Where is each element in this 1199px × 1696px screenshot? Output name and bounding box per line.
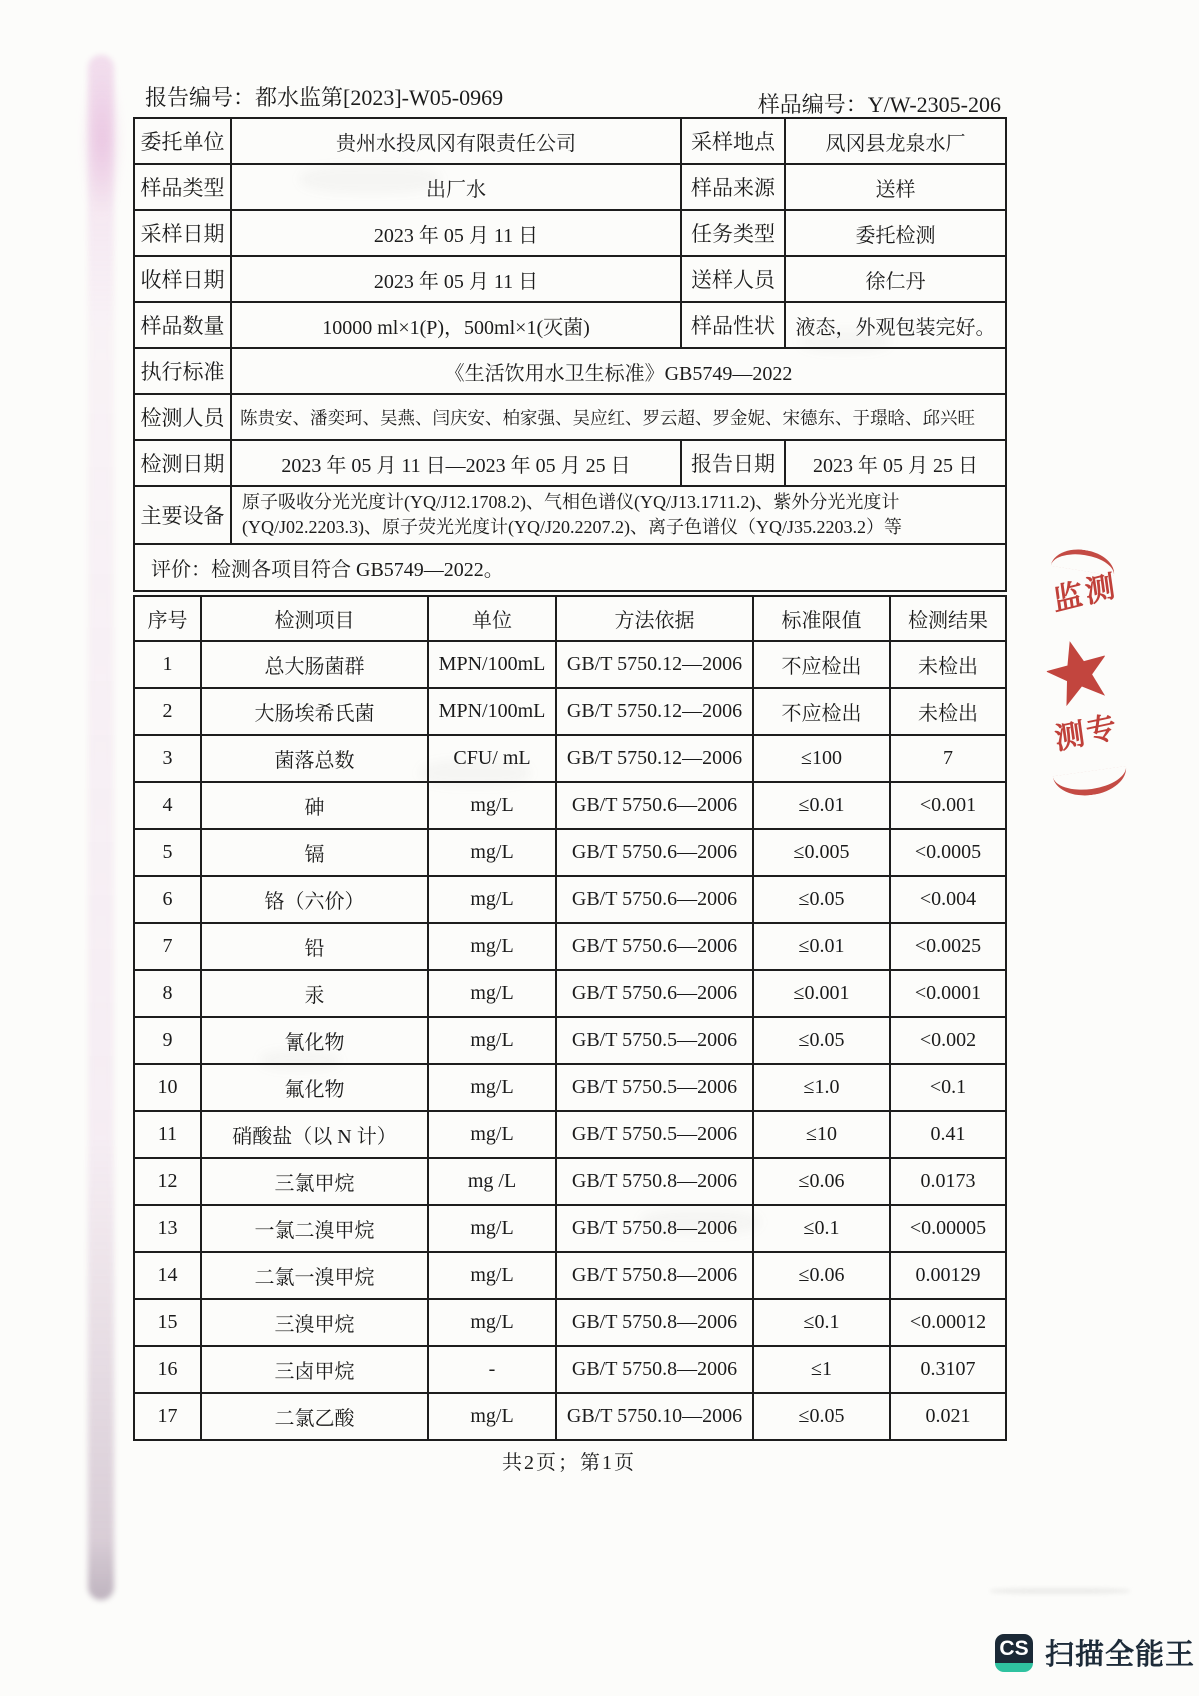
result-cell: GB/T 5750.8—2006 — [556, 1299, 753, 1346]
result-cell: 17 — [134, 1393, 201, 1440]
result-cell: 0.021 — [890, 1393, 1006, 1440]
result-cell: GB/T 5750.8—2006 — [556, 1158, 753, 1205]
col-header-item: 检测项目 — [201, 596, 428, 641]
info-label: 报告日期 — [681, 440, 785, 486]
result-cell: 5 — [134, 829, 201, 876]
info-label: 采样地点 — [681, 118, 785, 164]
info-value: 凤冈县龙泉水厂 — [785, 118, 1006, 164]
result-row — [134, 1205, 1006, 1252]
info-row — [134, 256, 1006, 302]
info-label: 收样日期 — [134, 256, 231, 302]
result-cell: mg /L — [428, 1158, 556, 1205]
info-value: 2023 年 05 月 11 日—2023 年 05 月 25 日 — [231, 440, 681, 486]
result-cell: GB/T 5750.5—2006 — [556, 1064, 753, 1111]
sample-info-table — [133, 117, 1007, 592]
info-value: 2023 年 05 月 11 日 — [231, 256, 681, 302]
info-label: 任务类型 — [681, 210, 785, 256]
info-value: 2023 年 05 月 25 日 — [785, 440, 1006, 486]
result-cell: 不应检出 — [753, 641, 890, 688]
result-cell: 10 — [134, 1064, 201, 1111]
result-cell: mg/L — [428, 1393, 556, 1440]
result-row — [134, 1158, 1006, 1205]
result-cell: ≤0.05 — [753, 1393, 890, 1440]
evaluation-row — [134, 544, 1006, 591]
scan-smudge — [990, 1588, 1130, 1594]
result-cell: 7 — [134, 923, 201, 970]
result-cell: ≤0.01 — [753, 923, 890, 970]
result-cell: mg/L — [428, 923, 556, 970]
result-cell: <0.00012 — [890, 1299, 1006, 1346]
result-cell: 0.00129 — [890, 1252, 1006, 1299]
result-cell: <0.0025 — [890, 923, 1006, 970]
result-row — [134, 1393, 1006, 1440]
result-cell: 砷 — [201, 782, 428, 829]
info-row — [134, 164, 1006, 210]
col-header-index: 序号 — [134, 596, 201, 641]
info-label: 执行标准 — [134, 348, 231, 394]
scan-streak-artifact — [88, 55, 114, 1600]
result-row — [134, 1017, 1006, 1064]
result-cell: 硝酸盐（以 N 计） — [201, 1111, 428, 1158]
result-cell: 2 — [134, 688, 201, 735]
result-cell: 三卤甲烷 — [201, 1346, 428, 1393]
result-cell: ≤0.001 — [753, 970, 890, 1017]
result-cell: GB/T 5750.8—2006 — [556, 1205, 753, 1252]
result-cell: 铬（六价） — [201, 876, 428, 923]
result-cell: 一氯二溴甲烷 — [201, 1205, 428, 1252]
result-cell: 氰化物 — [201, 1017, 428, 1064]
col-header-unit: 单位 — [428, 596, 556, 641]
result-cell: mg/L — [428, 1064, 556, 1111]
info-row — [134, 348, 1006, 394]
result-cell: mg/L — [428, 1017, 556, 1064]
result-row — [134, 641, 1006, 688]
result-cell: 三溴甲烷 — [201, 1299, 428, 1346]
seal-star-icon — [1040, 629, 1117, 714]
result-cell: GB/T 5750.6—2006 — [556, 782, 753, 829]
result-cell: <0.002 — [890, 1017, 1006, 1064]
result-cell: ≤1.0 — [753, 1064, 890, 1111]
result-cell: GB/T 5750.6—2006 — [556, 876, 753, 923]
result-cell: GB/T 5750.12—2006 — [556, 735, 753, 782]
info-label: 委托单位 — [134, 118, 231, 164]
camscanner-icon — [995, 1634, 1033, 1672]
result-cell: ≤10 — [753, 1111, 890, 1158]
result-cell: 8 — [134, 970, 201, 1017]
result-cell: 16 — [134, 1346, 201, 1393]
info-value: 出厂水 — [231, 164, 681, 210]
result-row — [134, 1064, 1006, 1111]
info-row — [134, 486, 1006, 544]
document-header — [133, 78, 1005, 117]
red-seal-stamp — [1040, 546, 1170, 816]
result-row — [134, 1299, 1006, 1346]
result-cell: GB/T 5750.12—2006 — [556, 641, 753, 688]
result-cell: - — [428, 1346, 556, 1393]
camscanner-badge — [995, 1632, 1195, 1673]
result-cell: 12 — [134, 1158, 201, 1205]
results-table — [133, 595, 1007, 1441]
result-cell: 未检出 — [890, 688, 1006, 735]
result-cell: ≤0.005 — [753, 829, 890, 876]
info-label: 样品性状 — [681, 302, 785, 348]
result-cell: mg/L — [428, 829, 556, 876]
result-row — [134, 782, 1006, 829]
col-header-result: 检测结果 — [890, 596, 1006, 641]
result-cell: 1 — [134, 641, 201, 688]
result-row — [134, 1346, 1006, 1393]
result-cell: mg/L — [428, 876, 556, 923]
info-label: 检测日期 — [134, 440, 231, 486]
seal-arc-bottom — [1053, 766, 1130, 800]
result-cell: mg/L — [428, 782, 556, 829]
info-value: 贵州水投凤冈有限责任公司 — [231, 118, 681, 164]
col-header-method: 方法依据 — [556, 596, 753, 641]
info-label: 采样日期 — [134, 210, 231, 256]
result-cell: mg/L — [428, 1111, 556, 1158]
result-cell: ≤0.06 — [753, 1252, 890, 1299]
result-cell: GB/T 5750.5—2006 — [556, 1111, 753, 1158]
info-value: 10000 ml×1(P)，500ml×1(灭菌) — [231, 302, 681, 348]
result-cell: GB/T 5750.5—2006 — [556, 1017, 753, 1064]
result-cell: 0.41 — [890, 1111, 1006, 1158]
result-cell: 11 — [134, 1111, 201, 1158]
result-row — [134, 735, 1006, 782]
result-cell: 3 — [134, 735, 201, 782]
result-cell: 三氯甲烷 — [201, 1158, 428, 1205]
result-cell: 未检出 — [890, 641, 1006, 688]
result-cell: GB/T 5750.10—2006 — [556, 1393, 753, 1440]
result-cell: 0.3107 — [890, 1346, 1006, 1393]
result-cell: 13 — [134, 1205, 201, 1252]
report-number: 报告编号：都水监第[2023]-W05-0969 — [145, 85, 504, 110]
result-cell: CFU/ mL — [428, 735, 556, 782]
result-cell: 15 — [134, 1299, 201, 1346]
info-value: 2023 年 05 月 11 日 — [231, 210, 681, 256]
result-cell: mg/L — [428, 1205, 556, 1252]
info-row — [134, 210, 1006, 256]
result-row — [134, 876, 1006, 923]
result-cell: GB/T 5750.8—2006 — [556, 1346, 753, 1393]
result-cell: 汞 — [201, 970, 428, 1017]
equipment-line-1: 原子吸收分光光度计(YQ/J12.1708.2)、气相色谱仪(YQ/J13.1711.2)、紫外分光光度计 — [242, 492, 900, 512]
info-value: 《生活饮用水卫生标准》GB5749—2022 — [231, 348, 1006, 394]
info-value: 送样 — [785, 164, 1006, 210]
result-row — [134, 923, 1006, 970]
result-cell: ≤0.05 — [753, 876, 890, 923]
result-row — [134, 1111, 1006, 1158]
seal-text-top: 监测 — [1051, 569, 1120, 618]
info-label: 检测人员 — [134, 394, 231, 440]
info-label: 样品来源 — [681, 164, 785, 210]
result-cell: GB/T 5750.6—2006 — [556, 923, 753, 970]
result-cell: 铅 — [201, 923, 428, 970]
result-cell: 7 — [890, 735, 1006, 782]
result-cell: ≤1 — [753, 1346, 890, 1393]
result-cell: 氟化物 — [201, 1064, 428, 1111]
result-cell: <0.001 — [890, 782, 1006, 829]
result-cell: 总大肠菌群 — [201, 641, 428, 688]
info-row — [134, 440, 1006, 486]
result-cell: MPN/100mL — [428, 641, 556, 688]
info-label: 样品数量 — [134, 302, 231, 348]
col-header-limit: 标准限值 — [753, 596, 890, 641]
info-label: 样品类型 — [134, 164, 231, 210]
result-cell: 4 — [134, 782, 201, 829]
camscanner-icon-text: CS — [999, 1636, 1029, 1660]
seal-text-bottom: 测专 — [1052, 710, 1121, 757]
result-cell: <0.1 — [890, 1064, 1006, 1111]
result-cell: 9 — [134, 1017, 201, 1064]
page-footer: 共2页；第1页 — [502, 1452, 636, 1474]
info-value: 委托检测 — [785, 210, 1006, 256]
info-label: 主要设备 — [134, 486, 231, 544]
result-cell: mg/L — [428, 1252, 556, 1299]
equipment-line-2: (YQ/J02.2203.3)、原子荧光光度计(YQ/J20.2207.2)、离子色谱仪（YQ/J35.2203.2）等 — [242, 517, 902, 537]
result-cell: mg/L — [428, 970, 556, 1017]
result-cell: 二氯一溴甲烷 — [201, 1252, 428, 1299]
results-header-row — [134, 596, 1006, 641]
result-cell: <0.00005 — [890, 1205, 1006, 1252]
scan-streak-blob — [82, 66, 122, 216]
result-cell: ≤0.1 — [753, 1299, 890, 1346]
info-value-testers: 陈贵安、潘奕珂、吴燕、闫庆安、柏家强、吴应红、罗云超、罗金妮、宋德东、于璟晗、邱兴旺 — [231, 394, 1006, 440]
result-cell: <0.0001 — [890, 970, 1006, 1017]
result-cell: GB/T 5750.6—2006 — [556, 829, 753, 876]
result-cell: ≤100 — [753, 735, 890, 782]
result-cell: ≤0.05 — [753, 1017, 890, 1064]
result-cell: ≤0.1 — [753, 1205, 890, 1252]
result-cell: GB/T 5750.6—2006 — [556, 970, 753, 1017]
result-cell: ≤0.06 — [753, 1158, 890, 1205]
result-cell: 不应检出 — [753, 688, 890, 735]
info-label: 送样人员 — [681, 256, 785, 302]
evaluation-text: 评价：检测各项目符合 GB5749—2022。 — [134, 544, 1006, 591]
result-cell: 6 — [134, 876, 201, 923]
result-cell: 镉 — [201, 829, 428, 876]
info-value: 徐仁丹 — [785, 256, 1006, 302]
result-cell: mg/L — [428, 1299, 556, 1346]
result-row — [134, 1252, 1006, 1299]
result-row — [134, 688, 1006, 735]
result-cell: GB/T 5750.12—2006 — [556, 688, 753, 735]
info-row — [134, 394, 1006, 440]
result-cell: 大肠埃希氏菌 — [201, 688, 428, 735]
result-cell: <0.0005 — [890, 829, 1006, 876]
result-row — [134, 829, 1006, 876]
result-cell: <0.004 — [890, 876, 1006, 923]
result-cell: 二氯乙酸 — [201, 1393, 428, 1440]
info-row — [134, 118, 1006, 164]
camscanner-label: 扫描全能王 — [1045, 1639, 1196, 1671]
result-cell: MPN/100mL — [428, 688, 556, 735]
result-cell: 14 — [134, 1252, 201, 1299]
info-value: 液态，外观包装完好。 — [785, 302, 1006, 348]
sample-number: 样品编号：Y/W-2305-206 — [757, 92, 1001, 117]
result-cell: 0.0173 — [890, 1158, 1006, 1205]
result-cell: 菌落总数 — [201, 735, 428, 782]
result-cell: GB/T 5750.8—2006 — [556, 1252, 753, 1299]
info-row — [134, 302, 1006, 348]
result-cell: ≤0.01 — [753, 782, 890, 829]
result-row — [134, 970, 1006, 1017]
info-value-equipment — [231, 486, 1006, 544]
